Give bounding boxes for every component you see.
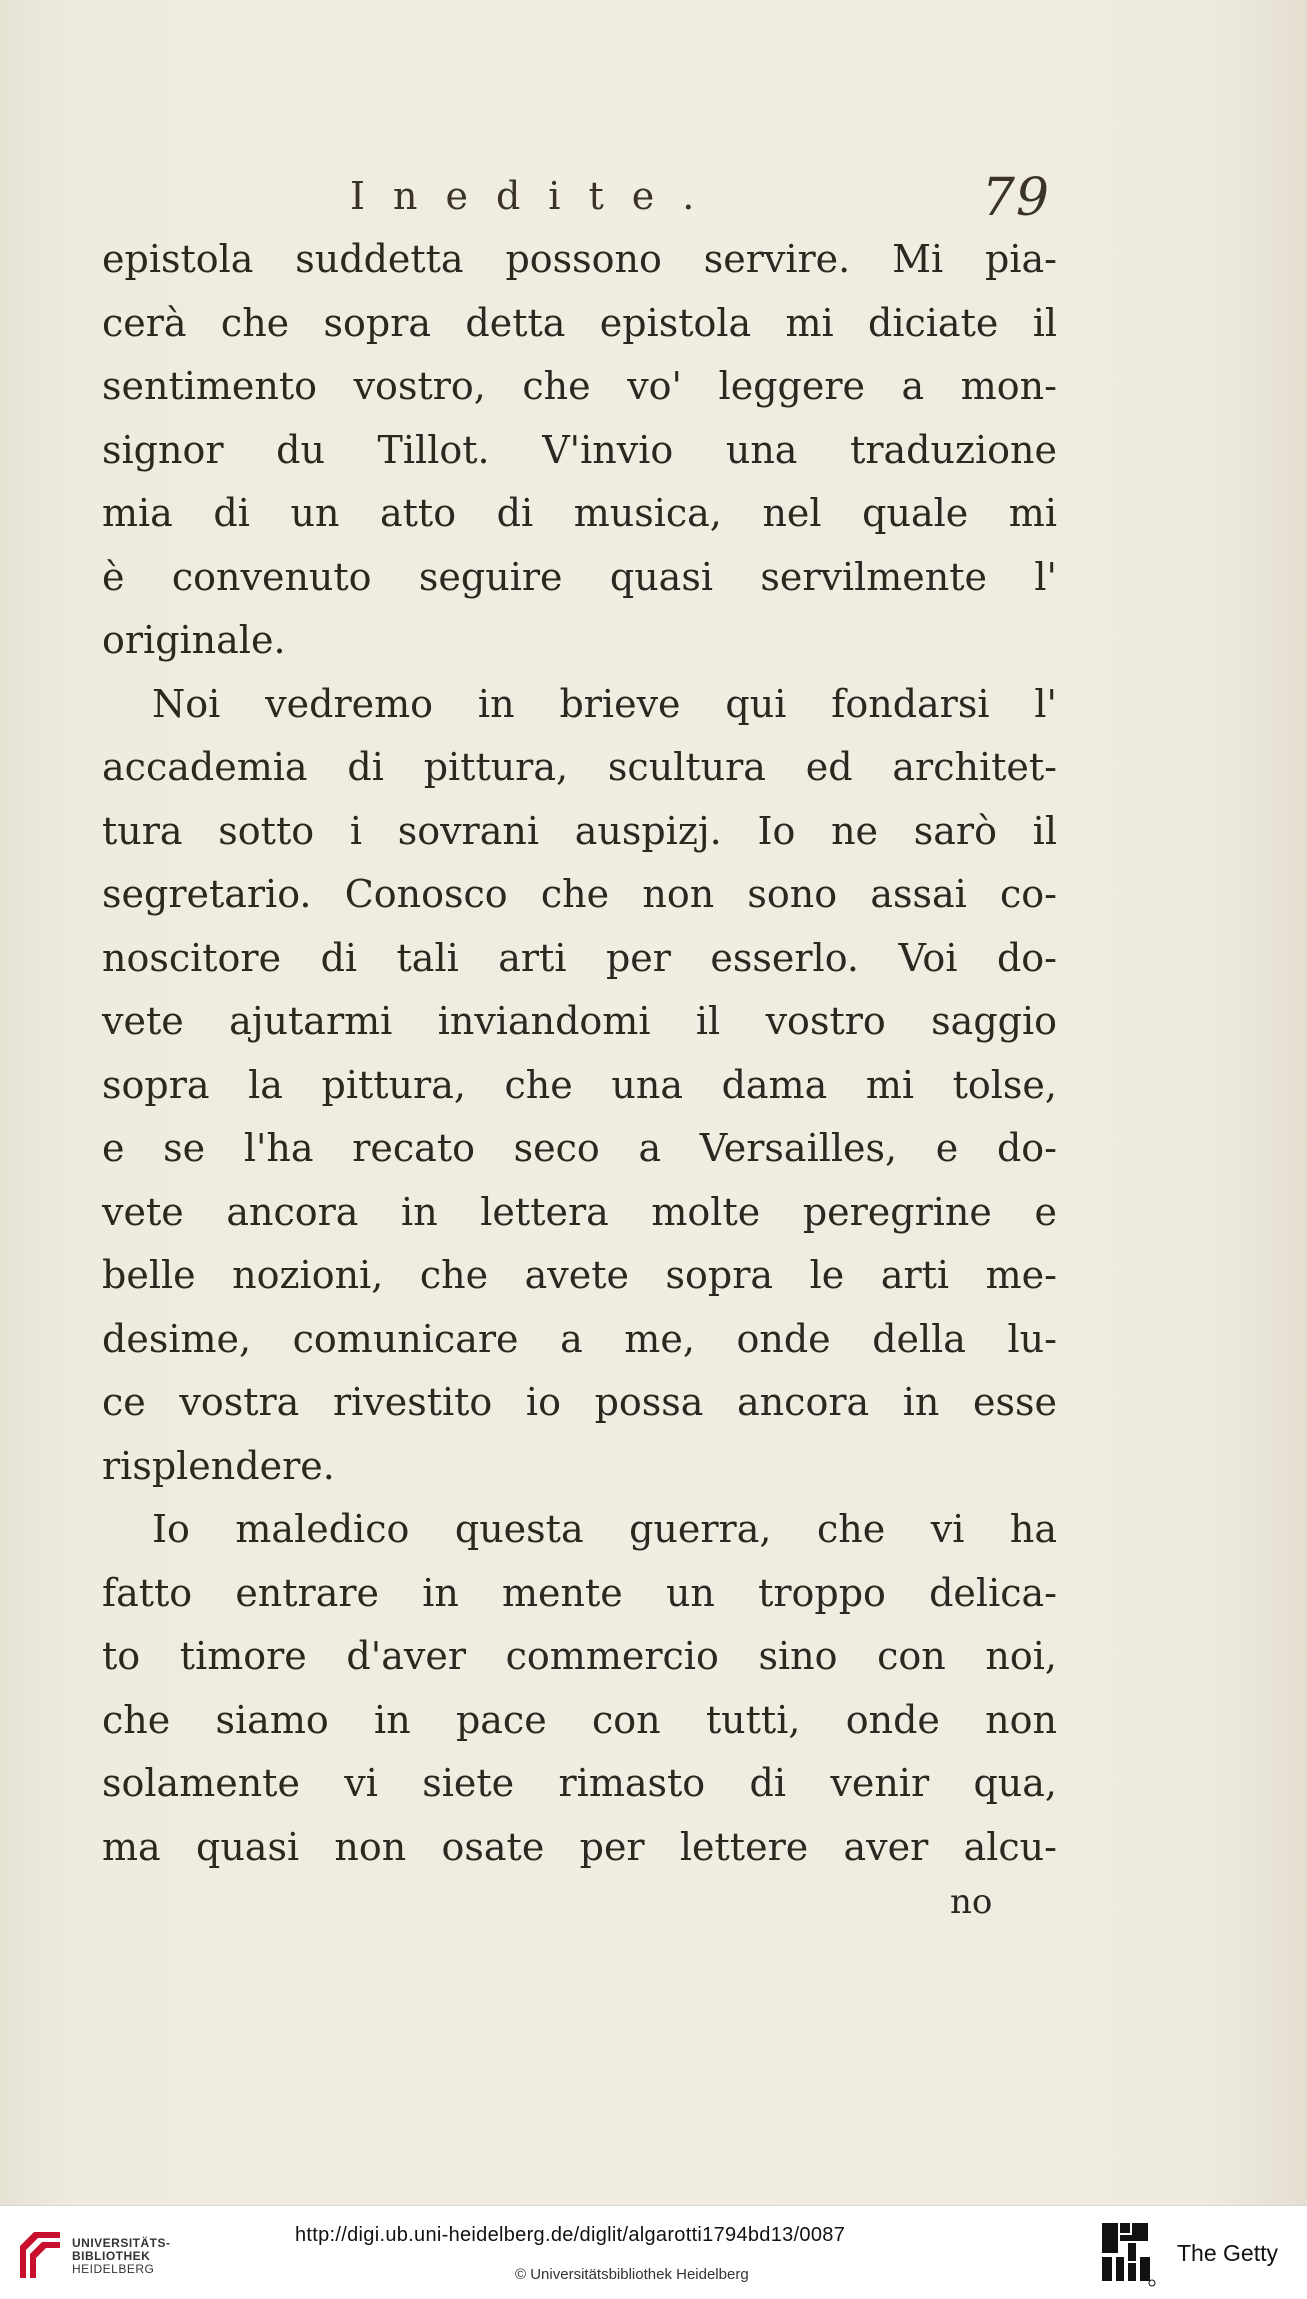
text-line: accademia di pittura, scultura ed architet- <box>102 745 1057 789</box>
text-line: mia di un atto di musica, nel quale mi <box>102 491 1057 535</box>
page-number: 79 <box>981 168 1050 228</box>
text-line: segretario. Conosco che non sono assai co- <box>102 872 1057 916</box>
getty-logo-icon <box>1098 2219 1158 2289</box>
text-line: sentimento vostro, che vo' leggere a mon- <box>102 364 1057 408</box>
text-line: cerà che sopra detta epistola mi diciate il <box>102 300 1057 345</box>
text-line: belle nozioni, che avete sopra le arti me- <box>102 1253 1057 1297</box>
text-line: vete ancora in lettera molte peregrine e <box>102 1189 1057 1234</box>
text-line: vete ajutarmi inviandomi il vostro saggio <box>102 999 1057 1043</box>
text-line: tura sotto i sovrani auspizj. Io ne sarò il <box>102 808 1057 853</box>
text-line: è convenuto seguire quasi servilmente l' <box>102 554 1057 599</box>
getty-logo[interactable] <box>1098 2219 1158 2291</box>
body-text <box>102 228 1057 1879</box>
running-title: Inedite. <box>350 174 723 218</box>
text-line: che siamo in pace con tutti, onde non <box>102 1697 1057 1742</box>
text-line: ce vostra rivestito io possa ancora in esse <box>102 1380 1057 1424</box>
library-logo[interactable] <box>14 2218 171 2288</box>
text-line: risplendere. <box>102 1443 335 1488</box>
text-line: originale. <box>102 618 286 662</box>
footer-bar <box>0 2205 1307 2299</box>
text-line: Noi vedremo in brieve qui fondarsi l' <box>152 681 1057 726</box>
text-line: to timore d'aver commercio sino con noi, <box>102 1634 1057 1678</box>
copyright-notice: © Universitätsbibliothek Heidelberg <box>515 2266 749 2283</box>
text-line: epistola suddetta possono servire. Mi pia- <box>102 237 1057 281</box>
text-line: Io maledico questa guerra, che vi ha <box>152 1507 1057 1551</box>
permalink-url[interactable]: http://digi.ub.uni-heidelberg.de/diglit/algarotti1794bd13/0087 <box>295 2224 846 2246</box>
library-logo-icon <box>14 2224 66 2284</box>
library-logo-text <box>72 2237 171 2276</box>
text-line: desime, comunicare a me, onde della lu- <box>102 1316 1057 1361</box>
text-line: noscitore di tali arti per esserlo. Voi do- <box>102 935 1057 980</box>
text-line: ma quasi non osate per lettere aver alcu- <box>102 1824 1057 1869</box>
text-line: signor du Tillot. V'invio una traduzione <box>102 427 1057 472</box>
library-name-line: BIBLIOTHEK <box>72 2249 151 2263</box>
text-line: solamente vi siete rimasto di venir qua, <box>102 1761 1057 1805</box>
text-line: e se l'ha recato seco a Versailles, e do- <box>102 1126 1057 1170</box>
partner-name[interactable]: The Getty <box>1177 2240 1278 2266</box>
library-name-line: UNIVERSITÄTS- <box>72 2236 171 2250</box>
catchword: no <box>950 1882 993 1922</box>
text-line: sopra la pittura, che una dama mi tolse, <box>102 1062 1057 1107</box>
text-line: fatto entrare in mente un troppo delica- <box>102 1570 1057 1615</box>
library-name-line: HEIDELBERG <box>72 2262 155 2276</box>
